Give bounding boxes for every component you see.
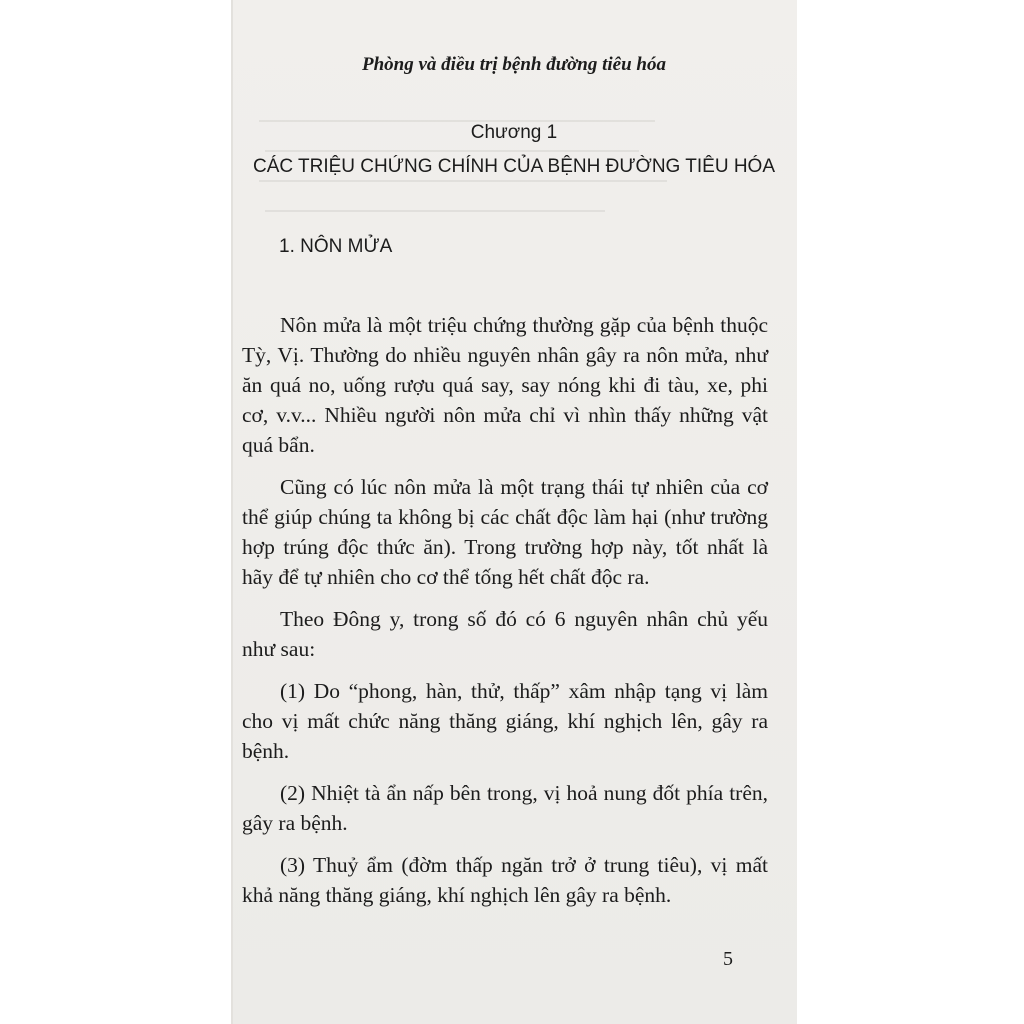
- paragraph: Nôn mửa là một triệu chứng thường gặp của bệnh thuộc Tỳ, Vị. Thường do nhiều nguyên nhân gây ra nôn mửa, như ăn quá no, uống rượu quá say, say nóng khi đi tàu, xe, phi cơ, v.v... Nhiều người nôn mửa chỉ vì nhìn thấy những vật quá bẩn.: [242, 313, 768, 457]
- paragraph: (2) Nhiệt tà ẩn nấp bên trong, vị hoả nung đốt phía trên, gây ra bệnh.: [242, 781, 768, 835]
- paragraph: (1) Do “phong, hàn, thử, thấp” xâm nhập tạng vị làm cho vị mất chức năng thăng giáng, khí nghịch lên, gây ra bệnh.: [242, 679, 768, 763]
- book-page: [231, 0, 797, 1024]
- paragraph: Theo Đông y, trong số đó có 6 nguyên nhân chủ yếu như sau:: [242, 607, 768, 661]
- section-heading: 1. NÔN MỬA: [279, 236, 393, 257]
- body-text: [242, 310, 768, 922]
- chapter-label: Chương 1: [470, 122, 558, 143]
- running-header: Phòng và điều trị bệnh đường tiêu hóa: [362, 54, 666, 75]
- page-number: 5: [723, 948, 733, 970]
- paragraph: Cũng có lúc nôn mửa là một trạng thái tự nhiên của cơ thể giúp chúng ta không bị các chất độc làm hại (như trường hợp trúng độc thức ăn). Trong trường hợp này, tốt nhất là hãy để tự nhiên cho cơ thể tống hết chất độc ra.: [242, 475, 768, 589]
- chapter-title: CÁC TRIỆU CHỨNG CHÍNH CỦA BỆNH ĐƯỜNG TIÊU HÓA: [252, 156, 776, 177]
- paragraph: (3) Thuỷ ẩm (đờm thấp ngăn trở ở trung tiêu), vị mất khả năng thăng giáng, khí nghịch lên gây ra bệnh.: [242, 853, 768, 907]
- page-edge: [231, 0, 233, 1024]
